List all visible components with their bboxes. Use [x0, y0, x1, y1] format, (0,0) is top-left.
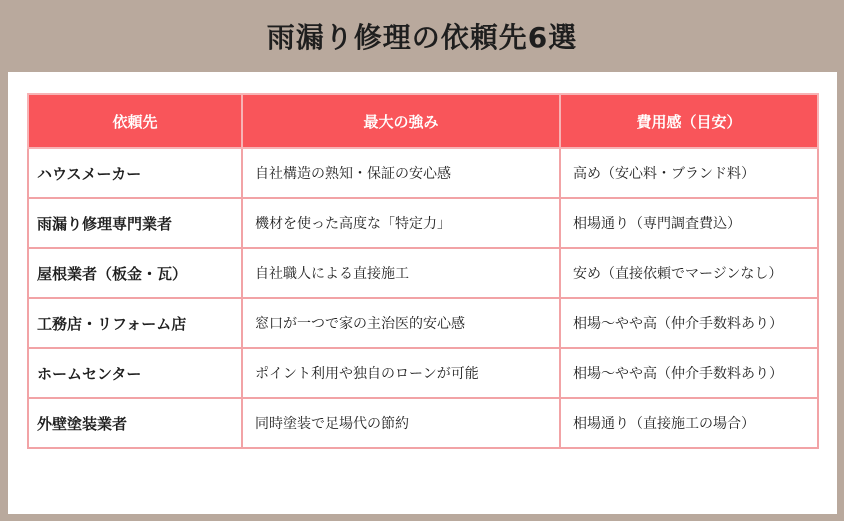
contractor-cell: ホームセンター	[28, 348, 242, 398]
header-cell-cost: 費用感（目安）	[560, 94, 818, 148]
table-row	[28, 248, 818, 298]
table-row	[28, 348, 818, 398]
strength-cell: 機材を使った高度な「特定力」	[242, 198, 560, 248]
table-row	[28, 298, 818, 348]
table-header-row	[28, 94, 818, 148]
contractor-cell: 工務店・リフォーム店	[28, 298, 242, 348]
strength-cell: 窓口が一つで家の主治医的安心感	[242, 298, 560, 348]
strength-cell: ポイント利用や独自のローンが可能	[242, 348, 560, 398]
content-panel	[8, 72, 837, 514]
cost-cell: 相場〜やや高（仲介手数料あり）	[560, 298, 818, 348]
strength-cell: 自社職人による直接施工	[242, 248, 560, 298]
header-cell-contractor: 依頼先	[28, 94, 242, 148]
contractor-cell: 外壁塗装業者	[28, 398, 242, 448]
page-title: 雨漏り修理の依頼先6選	[266, 21, 578, 54]
cost-cell: 相場通り（直接施工の場合）	[560, 398, 818, 448]
contractor-cell: 屋根業者（板金・瓦）	[28, 248, 242, 298]
table-row	[28, 198, 818, 248]
strength-cell: 自社構造の熟知・保証の安心感	[242, 148, 560, 198]
cost-cell: 相場〜やや高（仲介手数料あり）	[560, 348, 818, 398]
contractor-cell: ハウスメーカー	[28, 148, 242, 198]
header-cell-strength: 最大の強み	[242, 94, 560, 148]
cost-cell: 相場通り（専門調査費込）	[560, 198, 818, 248]
comparison-table	[27, 93, 819, 449]
cost-cell: 高め（安心料・ブランド料）	[560, 148, 818, 198]
cost-cell: 安め（直接依頼でマージンなし）	[560, 248, 818, 298]
contractor-cell: 雨漏り修理専門業者	[28, 198, 242, 248]
table-row	[28, 148, 818, 198]
table-row	[28, 398, 818, 448]
strength-cell: 同時塗装で足場代の節約	[242, 398, 560, 448]
